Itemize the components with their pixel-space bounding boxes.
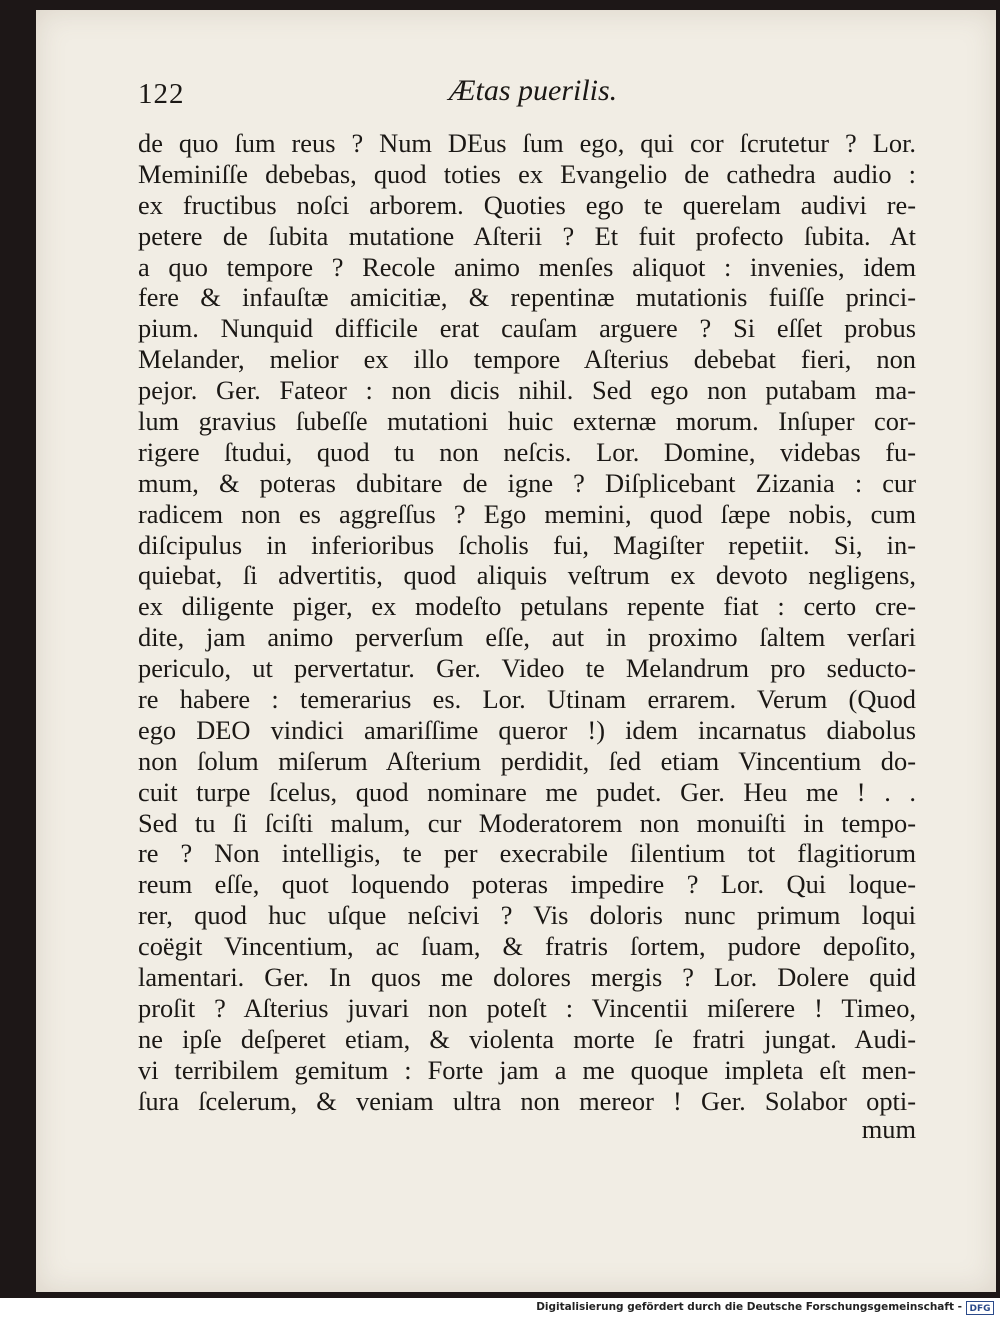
text-line: petere de ſubita mutatione Aſterii ? Et fuit profecto ſubita. At bbox=[138, 220, 916, 251]
text-line: rigere ſtudui, quod tu non neſcis. Lor. Domine, videbas fu- bbox=[138, 436, 916, 467]
text-line: re ? Non intelligis, te per execrabile ſilentium tot flagitiorum bbox=[138, 838, 916, 869]
footer-credit: Digitalisierung gefördert durch die Deutsche Forschungsgemeinschaft - bbox=[536, 1301, 962, 1313]
text-line: lum gravius ſubeſſe mutationi huic externæ morum. Inſuper cor- bbox=[138, 406, 916, 437]
text-line: ego DEO vindici amariſſime queror !) idem incarnatus diabolus bbox=[138, 714, 916, 745]
text-line: Sed tu ſi ſciſti malum, cur Moderatorem non monuiſti in tempo- bbox=[138, 807, 916, 838]
text-line: Melander, melior ex illo tempore Aſterius debebat fieri, non bbox=[138, 344, 916, 375]
text-line: de quo ſum reus ? Num DEus ſum ego, qui cor ſcrutetur ? Lor. bbox=[138, 128, 916, 158]
text-line: re habere : temerarius es. Lor. Utinam errarem. Verum (Quod bbox=[138, 684, 916, 715]
catchword: mum bbox=[861, 1114, 916, 1144]
text-line: non ſolum miſerum Aſterium perdidit, ſed etiam Vincentium do- bbox=[138, 745, 916, 776]
text-line: vi terribilem gemitum : Forte jam a me quoque impleta eſt men- bbox=[138, 1054, 916, 1085]
text-line: coëgit Vincentium, ac ſuam, & fratris ſortem, pudore depoſito, bbox=[138, 931, 916, 962]
text-line: ne ipſe deſperet etiam, & violenta morte ſe fratri jungat. Audi- bbox=[138, 1023, 916, 1054]
text-line: ſura ſcelerum, & veniam ultra non mereor ! Ger. Solabor opti- bbox=[138, 1085, 916, 1116]
page-header bbox=[138, 74, 928, 114]
text-line: radicem non es aggreſſus ? Ego memini, quod ſæpe nobis, cum bbox=[138, 498, 916, 529]
text-line: ex diligente piger, ex modeſto petulans repente fiat : certo cre- bbox=[138, 591, 916, 622]
text-line: diſcipulus in inferioribus ſcholis fui, Magiſter repetiit. Si, in- bbox=[138, 529, 916, 560]
text-line: rer, quod huc uſque neſcivi ? Vis doloris nunc primum loqui bbox=[138, 900, 916, 931]
text-line: dite, jam animo perverſum eſſe, aut in proximo ſaltem verſari bbox=[138, 622, 916, 653]
text-line: quiebat, ſi advertitis, quod aliquis veſtrum ex devoto negligens, bbox=[138, 560, 916, 591]
text-line: mum, & poteras dubitare de igne ? Diſplicebant Zizania : cur bbox=[138, 467, 916, 498]
dfg-logo: DFG bbox=[966, 1301, 994, 1315]
text-line: reum eſſe, quot loquendo poteras impedire ? Lor. Qui loque- bbox=[138, 869, 916, 900]
text-line: cuit turpe ſcelus, quod nominare me pudet. Ger. Heu me ! . . bbox=[138, 776, 916, 807]
running-title: Ætas puerilis. bbox=[448, 74, 618, 107]
text-line: pejor. Ger. Fateor : non dicis nihil. Sed ego non putabam ma- bbox=[138, 375, 916, 406]
page-number: 122 bbox=[138, 78, 185, 110]
text-line: pium. Nunquid difficile erat cauſam arguere ? Si eſſet probus bbox=[138, 313, 916, 344]
text-line: a quo tempore ? Recole animo menſes aliquot : invenies, idem bbox=[138, 251, 916, 282]
text-line: lamentari. Ger. In quos me dolores mergis ? Lor. Dolere quid bbox=[138, 962, 916, 993]
text-line: ex fructibus noſci arborem. Quoties ego te querelam audivi re- bbox=[138, 189, 916, 220]
text-line: proſit ? Aſterius juvari non poteſt : Vincentii miſerere ! Timeo, bbox=[138, 992, 916, 1023]
text-line: Meminiſſe debebas, quod toties ex Evangelio de cathedra audio : bbox=[138, 158, 916, 189]
text-line: periculo, ut pervertatur. Ger. Video te Melandrum pro seducto- bbox=[138, 653, 916, 684]
digitization-footer bbox=[0, 1298, 1000, 1319]
text-line: fere & infauſtæ amicitiæ, & repentinæ mutationis fuiſſe princi- bbox=[138, 282, 916, 313]
body-text bbox=[138, 128, 916, 1117]
